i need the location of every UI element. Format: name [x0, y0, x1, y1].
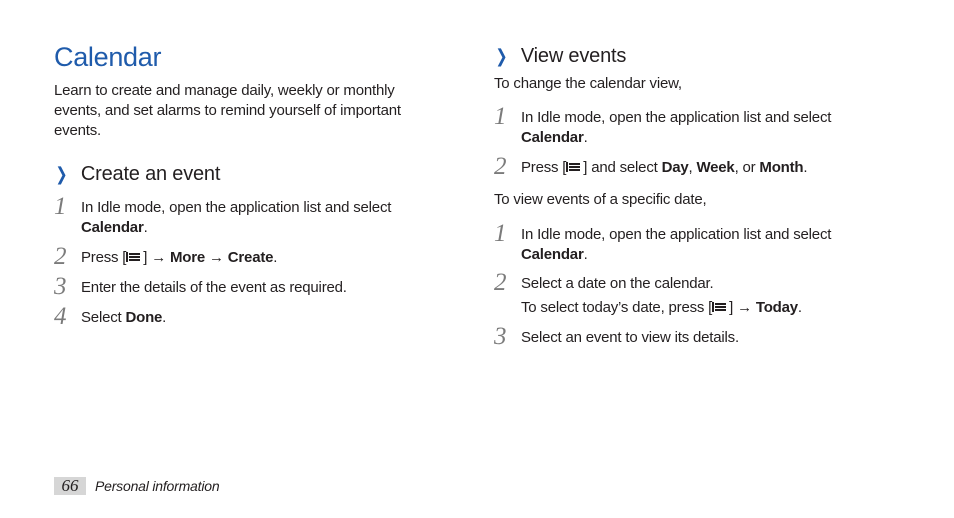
menu-key-icon	[566, 161, 583, 173]
page-title: Calendar	[54, 42, 162, 72]
chevron-right-icon: ❯	[495, 46, 508, 66]
intro-text: Learn to create and manage daily, weekly or monthly events, and set alarms to remind yourself of important events.	[54, 82, 401, 139]
menu-key-icon	[712, 301, 729, 313]
footer-section-label: Personal information	[95, 478, 220, 494]
page-number-box	[54, 477, 86, 495]
menu-key-icon	[126, 251, 143, 263]
page-number: 66	[61, 476, 79, 495]
view-intro-2: To view events of a specific date,	[494, 191, 707, 208]
view-intro-1: To change the calendar view,	[494, 75, 682, 92]
create-event-heading: ❯ Create an event	[55, 163, 221, 185]
chevron-right-icon: ❯	[55, 164, 68, 184]
view-events-heading: ❯ View events	[495, 45, 627, 67]
